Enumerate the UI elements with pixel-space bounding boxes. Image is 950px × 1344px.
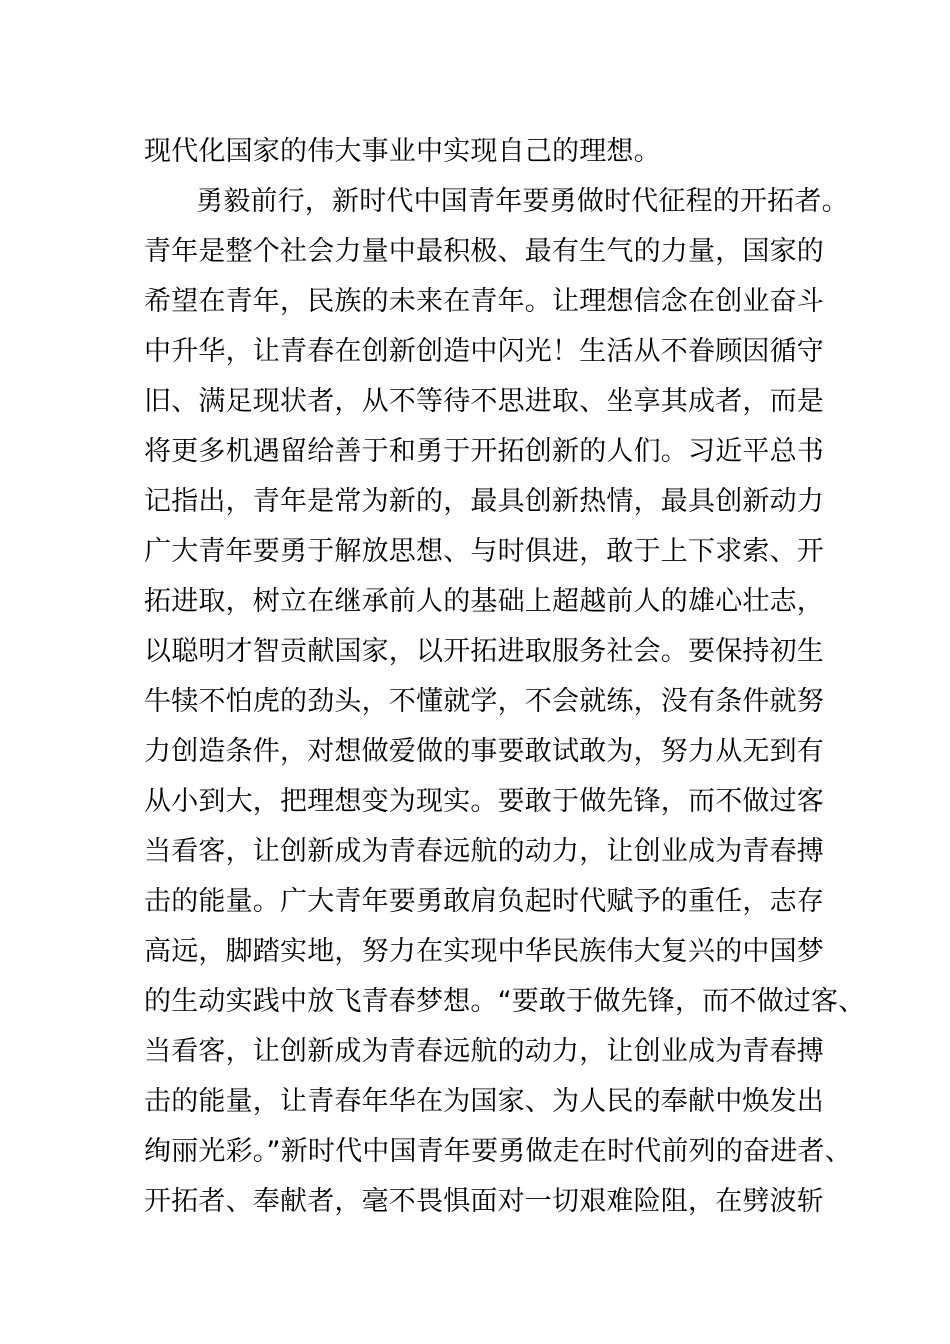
text-line: 中升华，让青春在创新创造中闪光！生活从不眷顾因循守	[144, 336, 824, 367]
text-line: 当看客，让创新成为青春远航的动力，让创业成为青春搏	[144, 1036, 824, 1067]
text-line: 拓进取，树立在继承前人的基础上超越前人的雄心壮志，	[144, 586, 824, 617]
text-line: 绚丽光彩。”新时代中国青年要勇做走在时代前列的奋进者、	[144, 1136, 852, 1167]
text-line: 力创造条件，对想做爱做的事要敢试敢为，努力从无到有	[144, 736, 824, 767]
text-line: 记指出，青年是常为新的，最具创新热情，最具创新动力	[144, 486, 824, 517]
text-line: 旧、满足现状者，从不等待不思进取、坐享其成者，而是	[144, 386, 824, 417]
paragraph-start-line: 勇毅前行，新时代中国青年要勇做时代征程的开拓者。	[196, 186, 849, 217]
text-line: 开拓者、奉献者，毫不畏惧面对一切艰难险阻，在劈波斩	[144, 1186, 824, 1217]
text-line: 从小到大，把理想变为现实。要敢于做先锋，而不做过客	[144, 786, 824, 817]
text-line: 击的能量。广大青年要勇敢肩负起时代赋予的重任，志存	[144, 886, 824, 917]
text-line: 以聪明才智贡献国家，以开拓进取服务社会。要保持初生	[144, 636, 824, 667]
text-line: 的生动实践中放飞青春梦想。“要敢于做先锋，而不做过客、	[144, 986, 866, 1017]
text-line: 当看客，让创新成为青春远航的动力，让创业成为青春搏	[144, 836, 824, 867]
text-line: 希望在青年，民族的未来在青年。让理想信念在创业奋斗	[144, 286, 824, 317]
body-text	[144, 127, 866, 1227]
text-line: 现代化国家的伟大事业中实现自己的理想。	[144, 136, 661, 167]
text-line: 青年是整个社会力量中最积极、最有生气的力量，国家的	[144, 236, 824, 267]
text-line: 将更多机遇留给善于和勇于开拓创新的人们。习近平总书	[144, 436, 824, 467]
text-line: 高远，脚踏实地，努力在实现中华民族伟大复兴的中国梦	[144, 936, 824, 967]
text-line: 击的能量，让青春年华在为国家、为人民的奉献中焕发出	[144, 1086, 824, 1117]
text-line: 广大青年要勇于解放思想、与时俱进，敢于上下求索、开	[144, 536, 824, 567]
text-line: 牛犊不怕虎的劲头，不懂就学，不会就练，没有条件就努	[144, 686, 824, 717]
